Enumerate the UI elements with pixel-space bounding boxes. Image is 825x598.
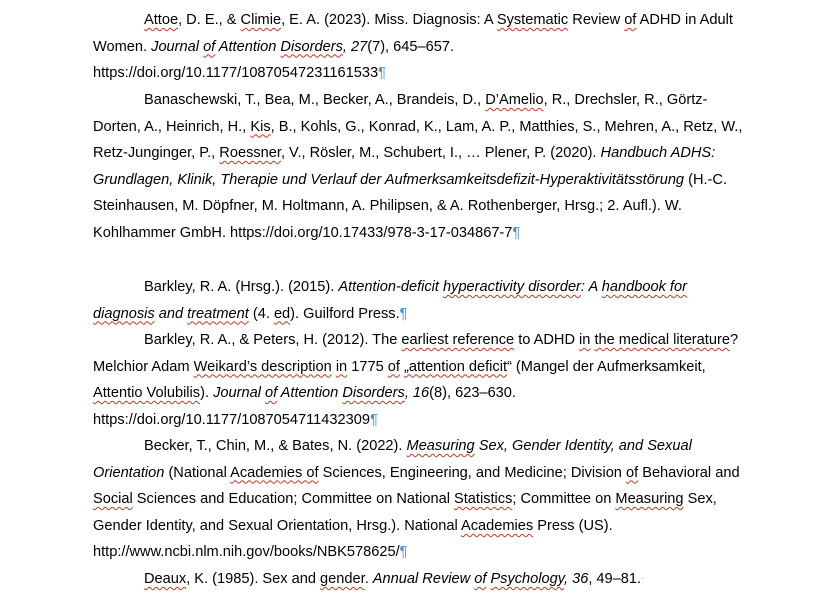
- journal-title: Annual Review of Psychology, 36: [372, 571, 589, 588]
- reference-attoe-2023[interactable]: Attoe, D. E., & Climie, E. A. (2023). Miss. Diagnosis: A Systematic Review of ADHD in Adult Women. Journal of Attention Disorders, 27(7), 645–657. https://doi.org/10.1177/10870547231161533¶: [93, 12, 733, 82]
- pilcrow-mark: ¶: [399, 305, 408, 322]
- book-title: Attention-deficit hyperactivity disorder: A handbook for diagnosis and treatment: [93, 279, 687, 322]
- pilcrow-mark: ¶: [512, 224, 521, 241]
- reference-barkley-2015[interactable]: Barkley, R. A. (Hrsg.). (2015). Attention-deficit hyperactivity disorder: A handbook for diagnosis and treatment (4. ed). Guilford Press.¶: [93, 279, 687, 322]
- reference-deaux-1985[interactable]: Deaux, K. (1985). Sex and gender. Annual Review of Psychology, 36, 49–81.·: [144, 571, 644, 588]
- space-mark: ·: [641, 574, 644, 583]
- pilcrow-mark: ¶: [369, 411, 378, 428]
- reference-becker-2022[interactable]: Becker, T., Chin, M., & Bates, N. (2022). Measuring Sex, Gender Identity, and Sexual Orientation (National Academies of Sciences, Engineering, and Medicine; Division of Behavioral and Social Sciences and Education; Committee on National Statistics; Committee on Measuring Sex, Gender Identity, and Sexual Orientation, Hrsg.). National Academies Press (US). http://www.ncbi.nlm.nih.gov/books/NBK578625/¶: [93, 438, 740, 561]
- journal-title: Journal of Attention Disorders, 16: [213, 385, 430, 402]
- pilcrow-mark: ¶: [399, 544, 408, 561]
- book-title: Measuring Sex, Gender Identity, and Sexual Orientation: [93, 438, 692, 481]
- reference-barkley-peters-2012[interactable]: Barkley, R. A., & Peters, H. (2012). The earliest reference to ADHD in the medical literature? Melchior Adam Weikard’s description in 1775 of „attention deficit“ (Mangel der Aufmerksamkeit, Attentio Volubilis). Journal of Attention Disorders, 16(8), 623–630. https://doi.org/10.1177/1087054711432309¶: [93, 332, 739, 428]
- book-title: Handbuch ADHS: Grundlagen, Klinik, Therapie und Verlauf der Aufmerksamkeitsdefizit-Hyperaktivitätsstörung: [93, 145, 716, 188]
- reference-banaschewski-2020[interactable]: Banaschewski, T., Bea, M., Becker, A., Brandeis, D., D’Amelio, R., Drechsler, R., Görtz-Dorten, A., Heinrich, H., Kis, B., Kohls, G., Konrad, K., Lam, A. P., Matthies, S., Mehren, A., Retz, W., Retz-Junginger, P., Roessner, V., Rösler, M., Schubert, I., … Plener, P. (2020). Handbuch ADHS: Grundlagen, Klinik, Therapie und Verlauf der Aufmerksamkeitsdefizit-Hyperaktivitätsstörung (H.-C. Steinhausen, M. Döpfner, M. Holtmann, A. Philipsen, & A. Rothenberger, Hrsg.; 2. Aufl.). W. Kohlhammer GmbH. https://doi.org/10.17433/978-3-17-034867-7¶: [93, 92, 743, 241]
- journal-title: Journal of Attention Disorders, 27: [151, 38, 368, 55]
- pilcrow-mark: ¶: [378, 65, 386, 82]
